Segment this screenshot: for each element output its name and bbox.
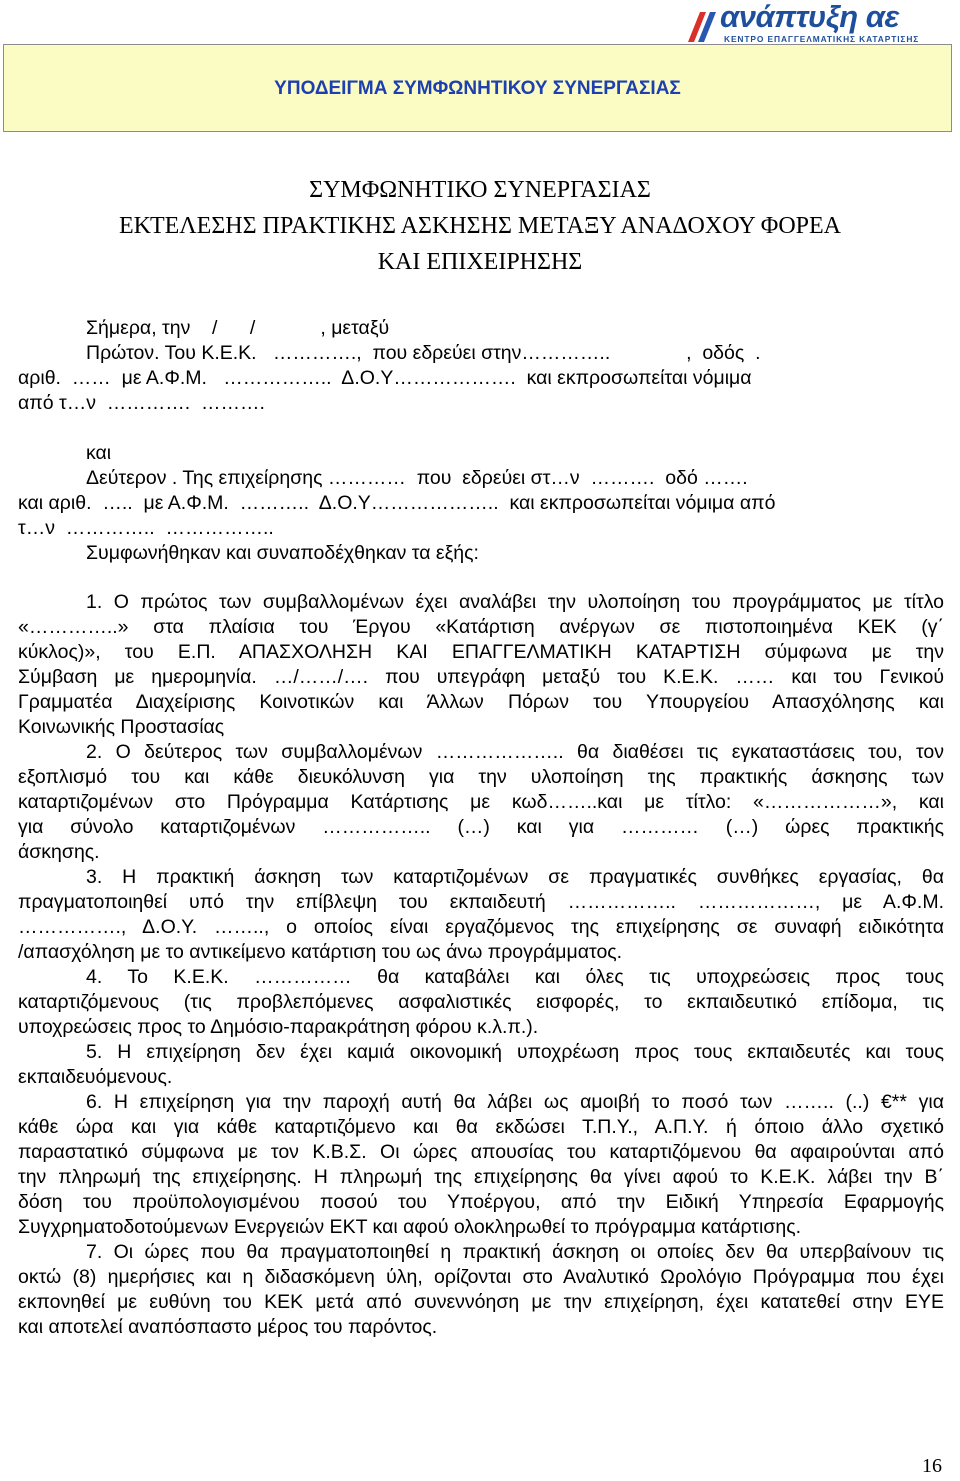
text-line: και αποτελεί αναπόσπαστο μέρος του παρόντος. bbox=[18, 1316, 438, 1338]
logo-mark-icon bbox=[684, 8, 722, 46]
text-line: 2. Ο δεύτερος των συμβαλλομένων ……………….. θα διαθέσει τις εγκαταστάσεις του, τον bbox=[86, 741, 944, 763]
text-line: 5. Η επιχείρηση δεν έχει καμιά οικονομική υποχρέωση προς τους εκπαιδευτές και τους bbox=[86, 1041, 944, 1063]
text-line: αριθ. …… με Α.Φ.Μ. …………….. Δ.Ο.Υ………………. και εκπροσωπείται νόμιμα bbox=[18, 367, 752, 389]
text-line: Δεύτερον . Της επιχείρησης ………… που εδρεύει στ…ν ………. οδό ……. bbox=[86, 467, 748, 489]
text-line: 4. Το Κ.Ε.Κ. …………… θα καταβάλει και όλες τις υποχρεώσεις προς τους bbox=[86, 966, 944, 988]
text-line: άσκησης. bbox=[18, 841, 100, 863]
text-line: πραγματοποιηθεί υπό την επίβλεψη του εκπαιδευτή …………….. ………………, με Α.Φ.Μ. bbox=[18, 891, 944, 913]
logo-wordmark: ανάπτυξη αε bbox=[720, 0, 899, 34]
text-line: και bbox=[86, 442, 112, 464]
text-line: εκπονηθεί με ευθύνη του ΚΕΚ μετά από συνεννόηση με την επιχείρηση, έχει κατατεθεί στην ΕΥΕ bbox=[18, 1291, 944, 1313]
text-line: τ…ν ………….. …………….. bbox=[18, 517, 274, 539]
text-line: Γραμματέα Διαχείρισης Κοινοτικών και Άλλων Πόρων του Υπουργείου Απασχόλησης και bbox=[18, 691, 944, 713]
heading-line-1: ΣΥΜΦΩΝΗΤΙΚΟ ΣΥΝΕΡΓΑΣΙΑΣ bbox=[309, 177, 651, 203]
text-line: κύκλος)», του Ε.Π. ΑΠΑΣΧΟΛΗΣΗ ΚΑΙ ΕΠΑΓΓΕΛΜΑΤΙΚΗ ΚΑΤΑΡΤΙΣΗ σύμφωνα με την bbox=[18, 641, 944, 663]
text-line: για σύνολο καταρτιζομένων …………….. (…) και για ………… (…) ώρες πρακτικής bbox=[18, 816, 944, 838]
text-line: Συμφωνήθηκαν και συναποδέχθηκαν τα εξής: bbox=[86, 542, 479, 564]
text-line: δόση του προϋπολογισμένου ποσού του Υποέργου, από την Ειδική Υπηρεσία Εφαρμογής bbox=[18, 1191, 944, 1213]
text-line: Σύμβαση με ημερομηνία. …/……/…. που υπεγράφη μεταξύ του Κ.Ε.Κ. …… και του Γενικού bbox=[18, 666, 944, 688]
text-line: /απασχόληση με το αντικείμενο κατάρτιση του ως άνω προγράμματος. bbox=[18, 941, 623, 963]
text-line: και αριθ. ….. με Α.Φ.Μ. ……….. Δ.Ο.Υ……………….. και εκπροσωπείται νόμιμα από bbox=[18, 492, 776, 514]
text-line: υποχρεώσεις προς το Δημόσιο-παρακράτηση φόρου κ.λ.π.). bbox=[18, 1016, 539, 1038]
text-line: 1. Ο πρώτος των συμβαλλομένων έχει αναλάβει την υλοποίηση του προγράμματος με τίτλο bbox=[86, 591, 944, 613]
text-line: 3. Η πρακτική άσκηση των καταρτιζομένων σε πραγματικές συνθήκες εργασίας, θα bbox=[86, 866, 944, 888]
text-line: καταρτιζομένων στο Πρόγραμμα Κατάρτισης με κωδ……..και με τίτλο: «………………», και bbox=[18, 791, 944, 813]
text-line: από τ…ν …………. ………. bbox=[18, 392, 265, 414]
text-line: Συγχρηματοδοτούμενων Ενεργειών ΕΚΤ και αφού ολοκληρωθεί το πρόγραμμα κατάρτισης. bbox=[18, 1216, 802, 1238]
text-line: Σήμερα, την / / , μεταξύ bbox=[86, 317, 390, 339]
company-logo bbox=[684, 0, 946, 48]
text-line: Πρώτον. Του Κ.Ε.Κ. …………., που εδρεύει στην………….. , οδός . bbox=[86, 342, 761, 364]
text-line: οκτώ (8) ημερήσιες και η διδασκόμενη ύλη, ορίζονται στο Αναλυτικό Ωρολόγιο Πρόγραμμα που έχει bbox=[18, 1266, 944, 1288]
text-line: 6. Η επιχείρηση για την παροχή αυτή θα λάβει ως αμοιβή το ποσό των …….. (..) €** για bbox=[86, 1091, 944, 1113]
heading-line-2: ΕΚΤΕΛΕΣΗΣ ΠΡΑΚΤΙΚΗΣ ΑΣΚΗΣΗΣ ΜΕΤΑΞΥ ΑΝΑΔΟΧΟΥ ΦΟΡΕΑ bbox=[119, 213, 841, 239]
text-line: εκπαιδευόμενους. bbox=[18, 1066, 173, 1088]
logo-subtitle: ΚΕΝΤΡΟ ΕΠΑΓΓΕΛΜΑΤΙΚΗΣ ΚΑΤΑΡΤΙΣΗΣ bbox=[724, 34, 920, 44]
heading-line-3: ΚΑΙ ΕΠΙΧΕΙΡΗΣΗΣ bbox=[377, 249, 583, 275]
text-line: κάθε ώρα και για κάθε καταρτιζόμενο και θα εκδώσει Τ.Π.Υ., Α.Π.Υ. ή όποιο άλλο σχετικό bbox=[18, 1116, 944, 1138]
text-line: καταρτιζόμενους (τις προβλεπόμενες ασφαλιστικές εισφορές, το εκπαιδευτικό επίδομα, τις bbox=[18, 991, 944, 1013]
text-line: Κοινωνικής Προστασίας bbox=[18, 716, 225, 738]
text-line: παραστατικό σύμφωνα με τον Κ.Β.Σ. Οι ώρες απουσίας του καταρτιζόμενου θα αφαιρούνται από bbox=[18, 1141, 944, 1163]
text-line: εξοπλισμό του και κάθε διευκόλυνση για την υλοποίηση της πρακτικής άσκησης των bbox=[18, 766, 944, 788]
text-line: 7. Οι ώρες που θα πραγματοποιηθεί η πρακτική άσκηση οι οποίες δεν θα υπερβαίνουν τις bbox=[86, 1241, 944, 1263]
title-banner bbox=[3, 44, 952, 132]
text-line: ……………., Δ.Ο.Υ. …….., ο οποίος είναι εργαζόμενος της επιχείρησης σε συναφή ειδικότητα bbox=[18, 916, 944, 938]
banner-title: ΥΠΟΔΕΙΓΜΑ ΣΥΜΦΩΝΗΤΙΚΟΥ ΣΥΝΕΡΓΑΣΙΑΣ bbox=[274, 78, 681, 99]
text-line: την πληρωμή της επιχείρησης. Η πληρωμή της επιχείρησης θα γίνει αφού το Κ.Ε.Κ. λάβει την Β΄ bbox=[18, 1166, 944, 1188]
page-number: 16 bbox=[922, 1455, 942, 1477]
text-line: «…………..» στα πλαίσια του Έργου «Κατάρτιση ανέργων σε πιστοποιημένα ΚΕΚ (γ΄ bbox=[18, 616, 944, 638]
document-heading bbox=[0, 172, 960, 280]
